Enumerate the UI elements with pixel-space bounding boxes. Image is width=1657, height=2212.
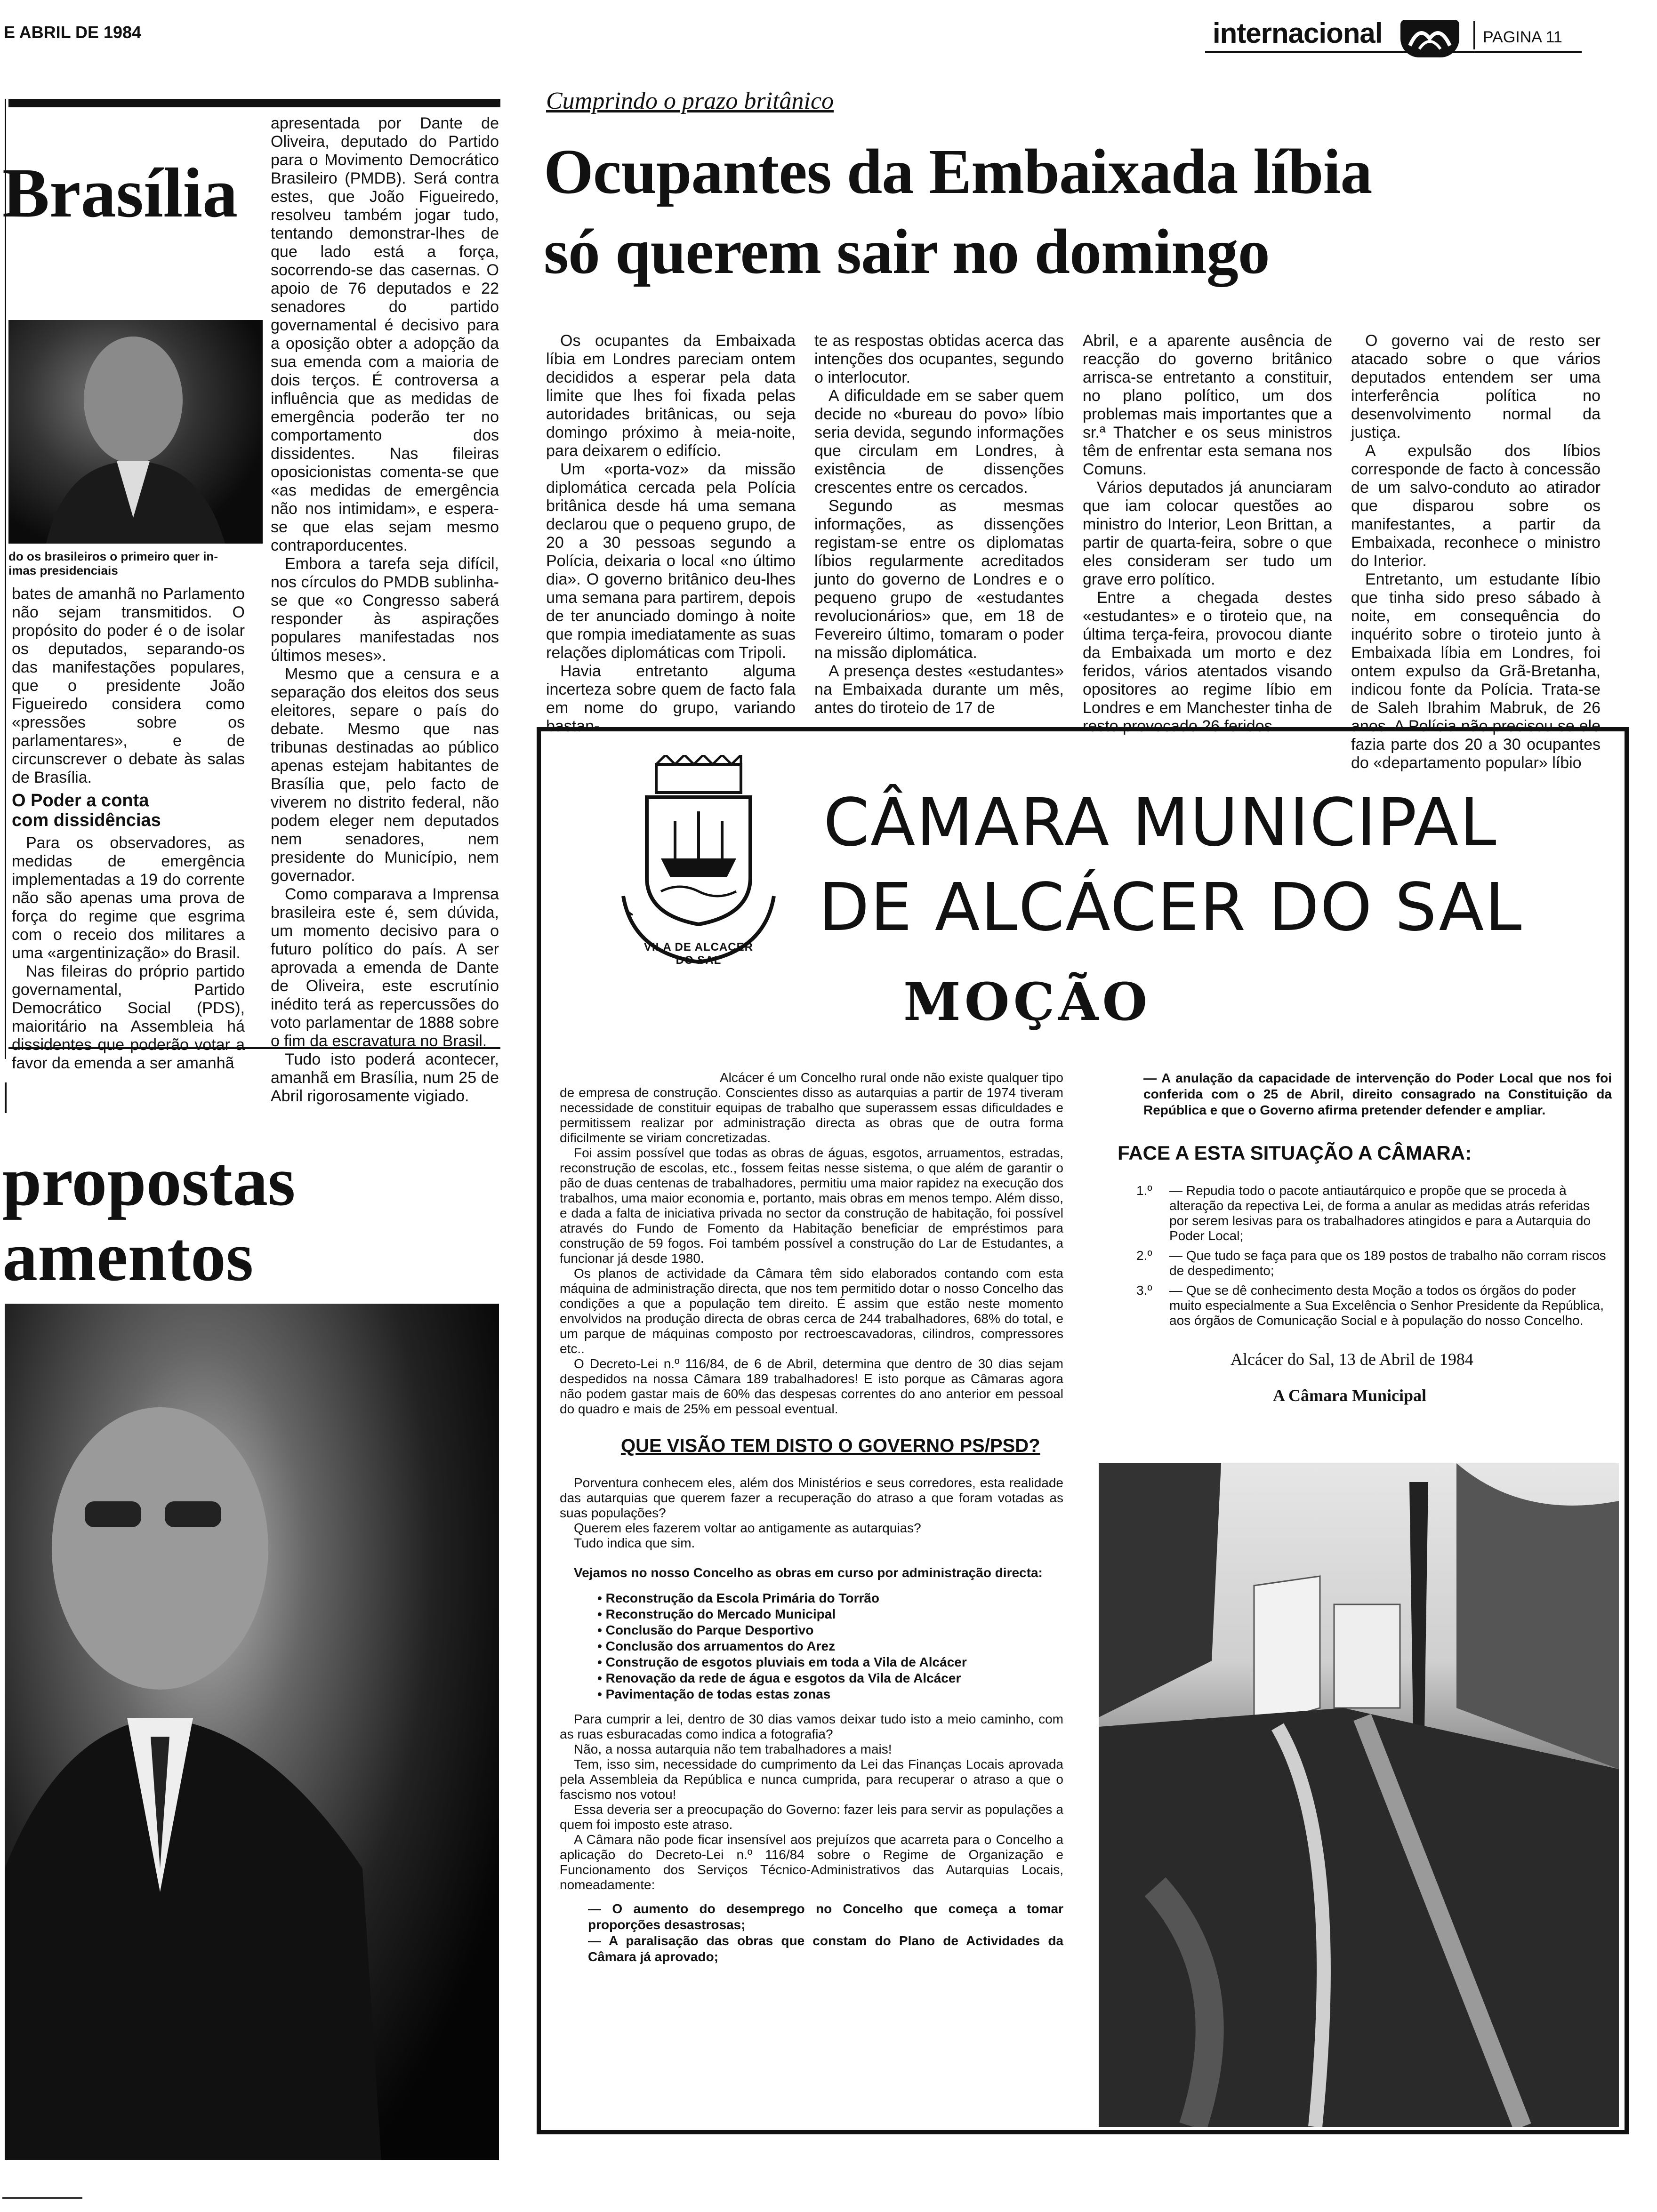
list-item: • Reconstrução da Escola Primária do Torrão bbox=[597, 1590, 1063, 1606]
street-photo bbox=[1099, 1463, 1619, 2127]
left-col-1 bbox=[12, 585, 245, 1073]
ad-title-line: CÂMARA MUNICIPAL bbox=[823, 785, 1497, 861]
paragraph: Entre a chegada destes «estudantes» e o tiroteio que, na última terça-feira, provocou diante da Embaixada um morto e dez feridos, vários atentados visando opositores ao regime líbio em Londres e em Manchester tinha de resto provocado 26 feridos. bbox=[1083, 589, 1332, 735]
portrait-silhouette bbox=[5, 1304, 499, 2160]
ad-paragraph: Os planos de actividade da Câmara têm sido elaborados contando com esta máquina de administração directa, que nos tem permitido dotar o nosso Concelho das condições a que a população tem direito. É assim que estão neste momento envolvidos na produção directa de obras cerca de 244 trabalhadores, 68% do total, e um parque de máquinas composto por rectroescavadoras, cilindros, compressores etc.. bbox=[560, 1266, 1063, 1356]
kicker: Cumprindo o prazo britânico bbox=[546, 88, 834, 114]
paragraph: Abril, e a aparente ausência de reacção do governo britânico arrisca-se entretanto a constituir, no plano político, um dos problemas mais importantes que a sr.ª Thatcher e os seus ministros têm de enfrentar esta semana nos Comuns. bbox=[1083, 332, 1332, 478]
page-header bbox=[0, 0, 1657, 52]
paragraph: Um «porta-voz» da missão diplomática cercada pela Polícia britânica desde há uma semana declarou que o pequeno grupo, de 20 a 30 pessoas segundo a Polícia, deixaria o local «no último dia». O governo britânico deu-lhes uma semana para partirem, depois de ter anunciado domingo à noite que rompia imediatamente as suas relações diplomáticas com Tripoli. bbox=[546, 460, 796, 662]
ad-paragraph: Porventura conhecem eles, além dos Ministérios e seus corredores, esta realidade das autarquias que querem fazer a recuperação do atraso a que foram votadas as suas populações? bbox=[560, 1475, 1063, 1520]
article-column-4 bbox=[1351, 332, 1601, 772]
lower-title-line: propostas bbox=[2, 1142, 296, 1220]
paragraph: Havia entretanto alguma incerteza sobre quem de facto fala em nome do grupo, variando bastan- bbox=[546, 662, 796, 735]
numbered-item bbox=[1136, 1248, 1612, 1278]
dash-item: — O aumento do desemprego no Concelho que começa a tomar proporções desastrosas; bbox=[588, 1901, 1063, 1932]
list-item: • Conclusão dos arruamentos do Arez bbox=[597, 1638, 1063, 1654]
item-number: 3.º bbox=[1136, 1283, 1152, 1298]
ad-paragraph: Essa deveria ser a preocupação do Governo: fazer leis para servir as populações a quem foi imposto este atraso. bbox=[560, 1802, 1063, 1832]
paragraph: Entretanto, um estudante líbio que tinha sido preso sábado à noite, em consequência do inquérito sobre o tiroteio junto à Embaixada líbia em Londres, foi ontem expulso da Grã-Bretanha, indicou fonte da Polícia. Trata-se de Saleh Ibrahim Mabruk, de 26 anos. A Polícia não precisou se ele fazia parte dos 20 a 30 ocupantes do «departamento popular» líbio bbox=[1351, 570, 1601, 772]
crest-icon bbox=[604, 755, 793, 967]
header-rule-left bbox=[1473, 21, 1475, 49]
list-item: • Renovação da rede de água e esgotos da Vila de Alcácer bbox=[597, 1670, 1063, 1686]
paragraph: O governo vai de resto ser atacado sobre o que vários deputados entendem ser uma interferência política no desenvolvimento normal da justiça. bbox=[1351, 332, 1601, 441]
list-item: • Conclusão do Parque Desportivo bbox=[597, 1622, 1063, 1638]
ad-paragraph: A Câmara não pode ficar insensível aos prejuízos que acarreta para o Concelho a aplicação do Decreto-Lei n.º 116/84 sobre o Regime de Organização e Funcionamento dos Serviços Técnico-Administrativos das Autarquias Locais, nomeadamente: bbox=[560, 1832, 1063, 1892]
paragraph: Nas fileiras do próprio partido governamental, Partido Democrático Social (PDS), maioritário na Assembleia há dissidentes que poderão votar a favor da emenda a ser amanhã bbox=[12, 962, 245, 1072]
ad-subtitle: MOÇÃO bbox=[903, 971, 1151, 1032]
left-col-2 bbox=[271, 114, 499, 1106]
ad-title bbox=[819, 781, 1619, 950]
politician-photo bbox=[8, 320, 263, 544]
portrait-photo bbox=[5, 1304, 499, 2160]
lower-column-rule bbox=[5, 1082, 7, 1113]
main-article bbox=[527, 75, 1648, 772]
article-column-1 bbox=[546, 332, 796, 736]
paragraph: Embora a tarefa seja difícil, nos círculos do PMDB sublinha-se que «o Congresso saberá responder às aspirações populares manifestadas nos últimos meses». bbox=[271, 555, 499, 665]
portrait-silhouette bbox=[8, 320, 263, 544]
top-rule bbox=[8, 99, 500, 107]
signature: A Câmara Municipal bbox=[1273, 1386, 1427, 1405]
subhead-line: com dissidências bbox=[12, 810, 161, 830]
item-text: — Repudia todo o pacote antiautárquico e propõe que se proceda à alteração da repectiva Lei, de forma a anular as medidas atrás referidas por serem lesivas para os trabalhadores atingidos e para a Autarquia do Poder Local; bbox=[1169, 1183, 1591, 1243]
headline-line: só querem sair no domingo bbox=[544, 216, 1270, 287]
left-article bbox=[0, 92, 506, 1105]
headline bbox=[544, 132, 1645, 292]
photo-caption-line: imas presidenciais bbox=[8, 563, 118, 577]
ad-left-column bbox=[560, 1070, 1063, 1965]
municipal-ad bbox=[537, 727, 1629, 2134]
ad-right-column bbox=[1118, 1070, 1612, 1405]
paragraph: Mesmo que a censura e a separação dos eleitos dos seus eleitores, separe o país do debate. Mesmo que nas tribunas destinadas ao público apenas estejam habitantes de Brasília que, pelo facto de viverem no distrito federal, não podem eleger nem deputados nem senadores, nem presidente do Município, nem governador. bbox=[271, 665, 499, 885]
item-text: — Que se dê conhecimento desta Moção a todos os órgãos do poder muito especialmente a Sua Excelência o Senhor Presidente da República, aos órgãos de Comunicação Social e à população do nosso Concelho. bbox=[1169, 1283, 1604, 1328]
works-intro: Vejamos no nosso Concelho as obras em curso por administração directa: bbox=[574, 1565, 1043, 1580]
paragraph: Tudo isto poderá acontecer, amanhã em Brasília, num 25 de Abril rigorosamente vigiado. bbox=[271, 1050, 499, 1105]
ad-paragraph: Não, a nossa autarquia não tem trabalhadores a mais! bbox=[574, 1742, 892, 1756]
municipal-crest bbox=[604, 755, 793, 967]
lower-title-line: amentos bbox=[2, 1218, 254, 1296]
ad-paragraph: Foi assim possível que todas as obras de águas, esgotos, arruamentos, estradas, reconstrução de escolas, etc., fossem feitas nesse sistema, o que além de garantir o pão de duas centenas de trabalhadores, permitiu uma maior rapidez na execução dos trabalhos, uma maior economia e, portanto, mais obras em menos tempo. Além disso, e dada a falta de iniciativa privada no sector da construção de habitação, foi possível através do Fundo de Fomento da Habitação beneficiar de empréstimos para construção de 59 fogos. Foi também possível a construção do Lar de Estudantes, a funcionar já desde 1980. bbox=[560, 1146, 1063, 1266]
item-number: 1.º bbox=[1136, 1183, 1152, 1198]
paragraph: apresentada por Dante de Oliveira, deputado do Partido para o Movimento Democrático Brasileiro (PMDB). Será contra estes, que João Figueiredo, resolveu também jogar tudo, tentando demonstrar-lhes de que lado está a força, socorrendo-se das casernas. O apoio de 76 deputados e 22 senadores do partido governamental é decisivo para a oposição obter a adopção da sua emenda com a maioria de dois terços. É controversa a influência que as medidas de emergência poderão ter no comportamento dos dissidentes. Nas fileiras oposicionistas comenta-se que «as medidas de emergência não nos intimidam», e espera-se que elas sejam mesmo contraporducentes. bbox=[271, 114, 499, 554]
page-number: PAGINA 11 bbox=[1483, 28, 1562, 46]
dash-item: — A anulação da capacidade de intervenção do Poder Local que nos foi conferida com o 25 de Abril, direito consagrado na Constituição da República e que o Governo afirma pretender defender e ampliar. bbox=[1143, 1071, 1612, 1117]
dash-item: — A paralisação das obras que constam do Plano de Actividades da Câmara já aprovado; bbox=[588, 1933, 1063, 1964]
ad-paragraph: Querem eles fazerem voltar ao antigamente as autarquias? bbox=[574, 1521, 921, 1535]
place-date: Alcácer do Sal, 13 de Abril de 1984 bbox=[1231, 1350, 1473, 1369]
article-title: Brasília bbox=[2, 154, 238, 232]
dash-list bbox=[588, 1901, 1063, 1965]
paragraph: A dificuldade em se saber quem decide no «bureau do povo» líbio seria devida, segundo informações que circulam em Londres, à existência de dissenções crescentes entre os cercados. bbox=[814, 387, 1064, 497]
left-column-rule bbox=[5, 99, 6, 1059]
ad-paragraph: Alcácer é um Concelho rural onde não existe qualquer tipo de empresa de construção. Conscientes disso as autarquias a partir de 1974 tiveram necessidade de constituir equipas de trabalho que superassem essas dificuldades e permitissem realizar por administração directa as obras que de outra forma dificilmente se viriam concretizadas. bbox=[560, 1070, 1063, 1145]
item-number: 2.º bbox=[1136, 1248, 1152, 1263]
headline-line: Ocupantes da Embaixada líbia bbox=[544, 136, 1372, 207]
situation-heading: FACE A ESTA SITUAÇÃO A CÂMARA: bbox=[1118, 1142, 1472, 1164]
bottom-rule bbox=[2, 2197, 82, 2199]
paragraph: Como comparava a Imprensa brasileira este é, sem dúvida, um momento decisivo para o futuro político do país. A ser aprovada a emenda de Dante de Oliveira, este escrutínio inédito terá as repercussões do voto parlamentar de 1888 sobre o fim da escravatura no Brasil. bbox=[271, 885, 499, 1050]
article-column-2 bbox=[814, 332, 1064, 717]
section-label: internacional bbox=[1213, 17, 1383, 49]
numbered-item bbox=[1136, 1283, 1612, 1328]
paragraph: Para os observadores, as medidas de emergência implementadas a 19 do corrente não são apenas uma prova de força do regime que esgrima com o receio dos militares a uma «argentinização» do Brasil. bbox=[12, 834, 245, 962]
works-list bbox=[597, 1590, 1063, 1702]
list-item: • Construção de esgotos pluviais em toda a Vila de Alcácer bbox=[597, 1654, 1063, 1670]
subhead bbox=[12, 791, 245, 830]
street-scene bbox=[1099, 1463, 1619, 2127]
list-item: • Reconstrução do Mercado Municipal bbox=[597, 1606, 1063, 1622]
photo-caption bbox=[8, 549, 263, 577]
photo-caption-line: do os brasileiros o primeiro quer in- bbox=[8, 549, 218, 563]
question-heading: QUE VISÃO TEM DISTO O GOVERNO PS/PSD? bbox=[621, 1435, 1040, 1456]
numbered-item bbox=[1136, 1183, 1612, 1243]
paragraph: Vários deputados já anunciaram que iam colocar questões ao ministro do Interior, Leon Brittan, a partir de quarta-feira, sobre o que eles consideram ser tudo um grave erro político. bbox=[1083, 479, 1332, 588]
paragraph: Segundo as mesmas informações, as dissenções registam-se entre os diplomatas líbios regularmente acreditados junto do governo de Londres e o pequeno grupo de «estudantes revolucionários» que, em 18 de Fevereiro último, tomaram o poder na missão diplomática. bbox=[814, 497, 1064, 662]
paragraph: bates de amanhã no Parlamento não sejam transmitidos. O propósito do poder é o de isolar os deputados, separando-os das manifestações populares, que o presidente João Figueiredo considera como «pressões sobre os parlamentares», e de circunscrever o debate às salas de Brasília. bbox=[12, 585, 245, 786]
left-lower-article bbox=[0, 1082, 506, 2165]
header-rule bbox=[1205, 51, 1582, 53]
ad-paragraph: Para cumprir a lei, dentro de 30 dias vamos deixar tudo isto a meio caminho, com as ruas esburacadas como indica a fotografia? bbox=[560, 1712, 1063, 1741]
lower-title bbox=[2, 1144, 295, 1294]
item-text: — Que tudo se faça para que os 189 postos de trabalho não corram riscos de despedimento; bbox=[1169, 1248, 1606, 1278]
ad-title-line: DE ALCÁCER DO SAL bbox=[819, 869, 1523, 946]
crest-motto: VILA DE ALCACER DO SAL bbox=[644, 941, 753, 967]
paragraph: te as respostas obtidas acerca das intenções dos ocupantes, segundo o interlocutor. bbox=[814, 332, 1064, 386]
paragraph: A presença destes «estudantes» na Embaixada durante um mês, antes do tiroteio de 17 de bbox=[814, 662, 1064, 717]
paragraph: A expulsão dos líbios corresponde de facto à concessão de um salvo-conduto ao atirador que disparou sobre os manifestantes, a partir da Embaixada, reconhece o ministro do Interior. bbox=[1351, 442, 1601, 570]
article-column-3 bbox=[1083, 332, 1332, 736]
numbered-list bbox=[1118, 1183, 1612, 1328]
subhead-line: O Poder a conta bbox=[12, 791, 149, 810]
ad-paragraph: Tem, isso sim, necessidade do cumprimento da Lei das Finanças Locais aprovada pela Assembleia da República e nunca cumprida, para recuperar o atraso a que o fascismo nos votou! bbox=[560, 1757, 1063, 1802]
list-item: • Pavimentação de todas estas zonas bbox=[597, 1686, 1063, 1702]
ad-paragraph: O Decreto-Lei n.º 116/84, de 6 de Abril, determina que dentro de 30 dias sejam despedidos na nossa Câmara 189 trabalhadores! E isto porque as Câmaras agora não podem gastar mais de 60% das despesas correntes do ano anterior em pessoal do quadro e mais de 25% em pessoal eventual. bbox=[560, 1356, 1063, 1416]
ad-paragraph: Tudo indica que sim. bbox=[574, 1536, 695, 1550]
header-date: E ABRIL DE 1984 bbox=[4, 23, 142, 42]
paragraph: Os ocupantes da Embaixada líbia em Londres pareciam ontem decididos a esperar pela data limite que lhes foi fixada pelas autoridades britânicas, ou seja domingo próximo à meia-noite, para deixarem o edifício. bbox=[546, 332, 796, 460]
